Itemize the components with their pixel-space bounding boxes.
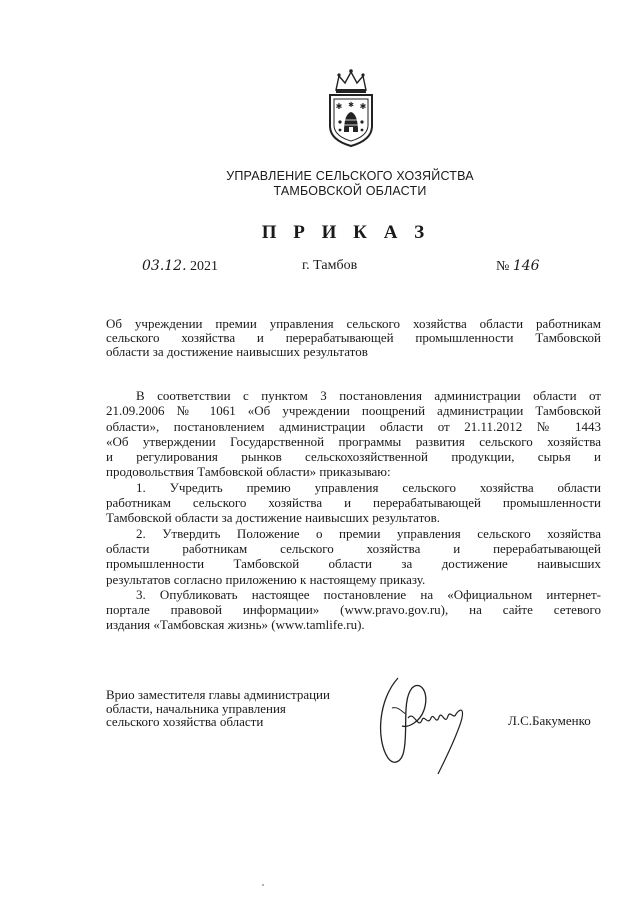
order-date-year: 2021 [190, 259, 219, 274]
body-line: промышленности Тамбовской области за достижение наивысших [106, 556, 601, 572]
body-line: портале правовой информации» (www.pravo.gov.ru), на сайте сетевого [106, 602, 601, 618]
subject-line: Об учреждении премии управления сельского хозяйства области работникам [106, 316, 601, 331]
body-line: работникам сельского хозяйства и перерабатывающей промышленности [106, 495, 601, 511]
body-line: области», постановлением администрации области от 21.11.2012 № 1443 [106, 418, 601, 434]
body-line: результатов согласно приложению к настоящему приказу. [106, 571, 426, 587]
body-line: 3. Опубликовать настоящее постановление на «Официальном интернет- [136, 586, 601, 602]
body-line: В соответствии с пунктом 3 постановления администрации области от [136, 388, 601, 403]
signatory-position [106, 688, 366, 729]
order-date [142, 258, 218, 275]
svg-text:✱: ✱ [359, 102, 367, 111]
body-line: 21.09.2006 № 1061 «Об учреждении поощрений администрации Тамбовской [106, 403, 601, 419]
order-subject [106, 317, 601, 359]
subject-line: области за достижение наивысших результатов [106, 344, 368, 359]
scan-speck [262, 884, 264, 886]
position-line-1: Врио заместителя главы администрации [106, 687, 330, 702]
body-line: и регулирования рынков сельскохозяйственной продукции, сырья и [106, 449, 601, 465]
coat-of-arms-emblem [326, 68, 376, 148]
body-line: 2. Утвердить Положение о премии управления сельского хозяйства [136, 525, 601, 541]
order-city: г. Тамбов [302, 258, 358, 273]
svg-text:✱: ✱ [335, 102, 343, 111]
order-date-handwritten: 03.12. [142, 258, 187, 274]
body-line: продовольствия Тамбовской области» приказываю: [106, 464, 391, 480]
order-number-label: № [496, 259, 510, 274]
order-number-handwritten: 146 [512, 258, 540, 274]
document-title: П Р И К А З [261, 222, 431, 243]
body-line: 1. Учредить премию управления сельского хозяйства области [136, 479, 601, 495]
body-line: издания «Тамбовская жизнь» (www.tamlife.ru). [106, 617, 365, 633]
body-line: «Об утверждении Государственной программы развития сельского хозяйства [106, 433, 601, 449]
order-number [496, 258, 540, 275]
signer-name: Л.С.Бакуменко [508, 713, 591, 728]
organization-line-2: ТАМБОВСКОЙ ОБЛАСТИ [273, 184, 427, 198]
body-line: области работникам сельского хозяйства и перерабатывающей [106, 540, 601, 556]
svg-text:✱: ✱ [348, 101, 354, 109]
body-line: Тамбовской области за достижение наивысших результатов. [106, 510, 441, 526]
position-line-2: области, начальника управления [106, 700, 286, 716]
position-line-3: сельского хозяйства области [106, 714, 264, 729]
organization-header [180, 169, 520, 199]
handwritten-signature [368, 670, 478, 780]
subject-line: сельского хозяйства и перерабатывающей промышленности Тамбовской [106, 330, 601, 345]
order-body [106, 388, 601, 633]
organization-line-1: УПРАВЛЕНИЕ СЕЛЬСКОГО ХОЗЯЙСТВА [226, 169, 474, 183]
